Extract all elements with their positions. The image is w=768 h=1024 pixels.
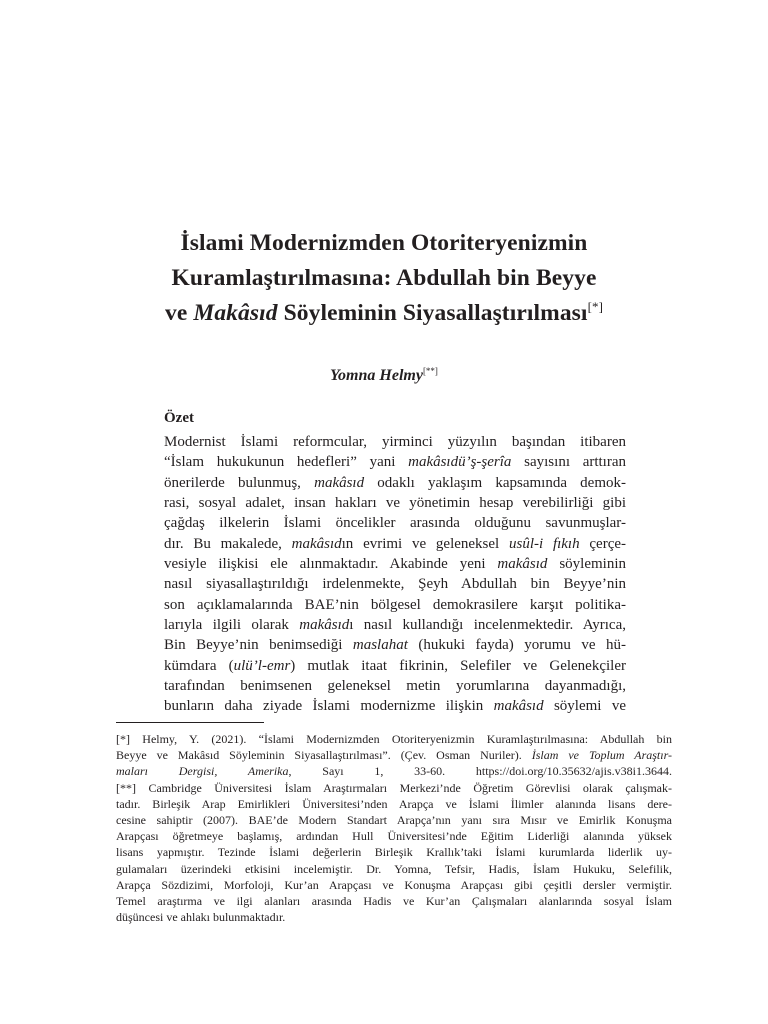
abstract-heading: Özet bbox=[164, 410, 194, 426]
footnotes bbox=[116, 731, 672, 925]
abstract-line bbox=[164, 595, 626, 615]
text-run: düşüncesi ve ahlakı bulunmaktadır. bbox=[116, 910, 286, 925]
text-run: bunların daha ziyade İslami modernizme ilişkin bbox=[164, 698, 494, 715]
footnote-line bbox=[116, 731, 672, 747]
footnote-line bbox=[116, 877, 672, 893]
abstract-line bbox=[164, 493, 626, 513]
text-run: cesine sahiptir (2007). BAE’de Modern Standart Arapça’nın yanı sıra Mısır ve Emirlik Konuşma bbox=[116, 813, 672, 828]
text-run: ) mutlak itaat fikrinin, Selefiler ve Gelenekçiler bbox=[290, 657, 626, 674]
text-run: larıyla ilgili olarak bbox=[164, 617, 300, 634]
text-run: son açıklamalarında BAE’nin bölgesel demokrasilere karşıt politika- bbox=[164, 596, 626, 613]
italic-term: makâsıd bbox=[291, 535, 342, 552]
text-run: “İslam hukukunun hedefleri” yani bbox=[164, 454, 409, 471]
text-run: gulamaları üzerindeki etkisini incelemiştir. Dr. Yomna, Tefsir, Hadis, İslam Hukuku, Selefilik, bbox=[116, 861, 672, 876]
abstract-body bbox=[164, 432, 626, 717]
text-run: vesiyle ilişkisi ele alınmaktadır. Akabinde yeni bbox=[164, 556, 498, 573]
abstract-line bbox=[164, 696, 626, 716]
footnote-line bbox=[116, 812, 672, 828]
title-line-3 bbox=[100, 296, 668, 331]
abstract-line bbox=[164, 452, 626, 472]
author-name: Yomna Helmy bbox=[330, 367, 423, 384]
italic-term: maları Dergisi, Amerika bbox=[116, 764, 289, 779]
text-run: kümdara ( bbox=[164, 657, 234, 674]
abstract-line bbox=[164, 635, 626, 655]
title-line-3-end: Söyleminin Siyasallaştırılması bbox=[277, 300, 588, 326]
footnote-divider bbox=[116, 722, 264, 723]
text-run: Arapça Sözdizimi, Morfoloji, Kur’an Arapçası ve Konuşma Arapçası gibi çeşitli dersler vermiştir. bbox=[116, 877, 672, 892]
italic-term: makâsıd bbox=[497, 556, 548, 573]
title-line-3-start: ve bbox=[164, 300, 194, 326]
abstract-line bbox=[164, 473, 626, 493]
text-run: rasi, sosyal adalet, insan hakları ve yönetimin hesap verebilirliği gibi bbox=[164, 495, 626, 512]
italic-term: ulü’l-emr bbox=[233, 657, 291, 674]
text-run: ın evrimi ve geleneksel bbox=[341, 535, 509, 552]
abstract-line bbox=[164, 534, 626, 554]
italic-term: makâsıd bbox=[314, 474, 365, 491]
abstract-line bbox=[164, 676, 626, 696]
text-run: sayısını arttıran bbox=[511, 454, 626, 471]
author-footnote-marker[interactable]: [**] bbox=[422, 366, 438, 376]
text-run: [**] Cambridge Üniversitesi İslam Araştırmaları Merkezi’nde Öğretim Görevlisi olarak çalışmak- bbox=[116, 780, 672, 795]
author-byline bbox=[0, 367, 768, 385]
footnote-line bbox=[116, 861, 672, 877]
footnote-line bbox=[116, 844, 672, 860]
abstract-line bbox=[164, 574, 626, 594]
text-run: lisans yapmıştır. Tezinde İslami değerlerin Birleşik Krallık’taki İslami kurumlarda liderlik uy- bbox=[116, 845, 672, 860]
article-title bbox=[100, 226, 668, 331]
footnote-line bbox=[116, 796, 672, 812]
text-run: dır. Bu makalede, bbox=[164, 535, 292, 552]
text-run: [*] Helmy, Y. (2021). “İslami Modernizmden Otoriteryenizmin Kuramlaştırılmasına: Abdullah bin bbox=[116, 732, 672, 746]
italic-term: usûl-i fıkıh bbox=[509, 535, 580, 552]
text-run: Temel araştırma ve ilgi alanları arasında Hadis ve Kur’an Çalışmaları alanlarında sosyal İslam bbox=[116, 894, 672, 909]
footnote-line bbox=[116, 763, 672, 779]
italic-term: makâsıdü’ş-şerîa bbox=[408, 454, 512, 471]
italic-term: maslahat bbox=[352, 637, 408, 654]
text-run: tadır. Birleşik Arap Emirlikleri Üniversitesi’nden Arapça ve İslami İlimler alanında lisans dere- bbox=[116, 796, 672, 811]
text-run: Arapçası öğretmeye başlamış, ardından Hull Üniversitesi’nde Eğitim Liderliği alanında yüksek bbox=[116, 829, 672, 844]
footnote-line bbox=[116, 747, 672, 763]
text-run: tarafından benimsenen geleneksel metin yorumlarına dayanmadığı, bbox=[164, 678, 626, 695]
abstract-line bbox=[164, 513, 626, 533]
footnote-line bbox=[116, 780, 672, 796]
text-run: nasıl siyasallaştırıldığı irdelenmekte, Şeyh Abdullah bin Beyye’nin bbox=[164, 576, 626, 593]
footnote-line bbox=[116, 828, 672, 844]
footnote-line bbox=[116, 909, 672, 925]
text-run: söylemi ve bbox=[543, 698, 626, 715]
italic-term: makâsıd bbox=[493, 698, 544, 715]
text-run: önerilerde bulunmuş, bbox=[164, 474, 315, 491]
abstract-line bbox=[164, 554, 626, 574]
italic-term: İslam ve Toplum Araştır- bbox=[531, 748, 673, 763]
text-run: Modernist İslami reformcular, yirminci yüzyılın başından itibaren bbox=[164, 434, 626, 450]
text-run: odaklı yaklaşım kapsamında demok- bbox=[364, 474, 626, 491]
text-run: söyleminin bbox=[547, 556, 626, 573]
text-run: Bin Beyye’nin benimsediği bbox=[164, 637, 353, 654]
text-run: çerçe- bbox=[579, 535, 627, 552]
text-run: çağdaş ilkelerin İslami öncelikler arasında olduğunu savunmuşlar- bbox=[164, 515, 626, 532]
text-run: , Sayı 1, 33-60. https://doi.org/10.35632/ajis.v38i1.3644. bbox=[288, 764, 672, 779]
text-run: ı nasıl kullandığı incelenmektedir. Ayrıca, bbox=[349, 617, 626, 634]
text-run: (hukuki fayda) yorumu ve hü- bbox=[407, 637, 626, 654]
title-line-3-italic: Makâsıd bbox=[193, 300, 278, 326]
footnote-line bbox=[116, 893, 672, 909]
abstract-line bbox=[164, 432, 626, 452]
title-line-2: Kuramlaştırılmasına: Abdullah bin Beyye bbox=[171, 265, 597, 291]
italic-term: makâsıd bbox=[299, 617, 350, 634]
abstract-line bbox=[164, 615, 626, 635]
abstract-line bbox=[164, 656, 626, 676]
title-line-1: İslami Modernizmden Otoriteryenizmin bbox=[180, 230, 588, 256]
text-run: Beyye ve Makâsıd Söyleminin Siyasallaştırılması”. (Çev. Osman Nuriler). bbox=[116, 748, 532, 763]
title-footnote-marker[interactable]: [*] bbox=[587, 299, 604, 314]
